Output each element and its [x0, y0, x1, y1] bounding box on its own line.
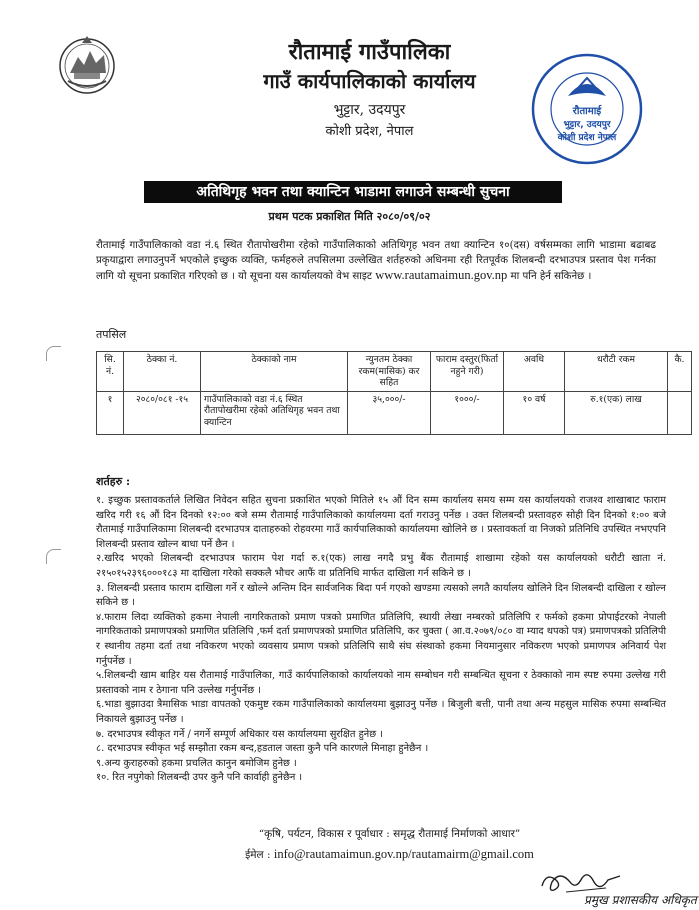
col-header-remarks: कै. [668, 352, 692, 392]
col-header-contract-no: ठेक्का नं. [124, 352, 201, 392]
col-header-deposit: धरौटी रकम [565, 352, 668, 392]
table-header-row [97, 352, 692, 392]
cell-deposit: रु.१(एक) लाख [565, 391, 668, 434]
email-label: ईमेल : [245, 849, 271, 861]
email-link[interactable]: info@rautamaimun.gov.np/rautamairm@gmail.com [273, 847, 534, 861]
margin-punch-mark [46, 346, 61, 361]
term-item-2: २.खरिद भएको शिलबन्दी दरभाउपत्र फाराम पेश गर्दा रु.१(एक) लाख नगदै प्रभु बैंक रौतामाई शाखामा रहेको यस कार्यालयको धरौटी खाता नं. २१५०१५२३९६०००१८३ मा दाखिला गरेको सक्कलै भौचर आफैं वा प्रतिनिधि मार्फत दाखिला गर्न सकिने छ । [96, 553, 666, 579]
terms-label: शर्तहरु : [96, 475, 131, 488]
slogan: “कृषि, पर्यटन, विकास र पूर्वाधार : समृद्ध रौतामाई निर्माणको आधार” [258, 828, 521, 840]
notice-title: अतिथिगृह भवन तथा क्यान्टिन भाडामा लगाउने सम्बन्धी सुचना [144, 181, 562, 203]
cell-duration: १० वर्ष [504, 391, 565, 434]
org-name: रौतामाई गाउँपालिका [288, 39, 451, 65]
table-row [97, 391, 692, 434]
term-item-3: ३. शिलबन्दी प्रस्ताव फाराम दाखिला गर्ने र खोल्ने अन्तिम दिन सार्वजनिक बिदा पर्न गएको खण्डमा त्यसको लगतै कार्यालय खोलिने दिन शिलबन्दी दाखिला र खोल्न सकिने छ । [96, 582, 666, 609]
svg-text:कोशी प्रदेश नेपाल: कोशी प्रदेश नेपाल [557, 133, 617, 143]
term-item-1: १. इच्छुक प्रस्तावकर्ताले लिखित निवेदन सहित सुचना प्रकाशित भएको मितिले १५ औं दिन सम्म कार्यालय समय सम्म यस कार्यालयको राजश्व शाखाबाट फाराम खरिद गरी १६ औं दिन दिनको १२:०० बजे सम्म रौतामाई गाउँपालिकाको कार्यालयमा दर्ता गराउनु पर्नेछ । उक्त शिलबन्दी प्रस्तावहरु सोही दिन दिनको १:०० बजे रौतामाई गाउँपालिकामा शिलबन्दी दरभाउपत्र दाताहरुको रोहवरमा गाउँ कार्यपालिकाको कार्यालयमा खोलिने छ । प्रस्तावकर्ता वा निजको प्रतिनिधि उपस्थित नभएपनि शिलबन्दी प्रस्ताव खोल्न बाधा पर्ने छैन । [96, 495, 666, 550]
svg-text:रौतामाई: रौतामाई [572, 106, 602, 117]
cell-remarks [668, 391, 692, 434]
term-item-9: ९.अन्य कुराहरुको हकमा प्रचलित कानुन बमोजिम हुनेछ । [96, 757, 297, 769]
term-item-7: ७. दरभाउपत्र स्वीकृत गर्ने / नगर्ने सम्पूर्ण अधिकार यस कार्यालयमा सुरक्षित हुनेछ । [96, 728, 383, 740]
svg-text:भुट्टार, उदयपुर: भुट्टार, उदयपुर [563, 120, 611, 130]
cell-contract-no: २०८०/०८१ -१५ [124, 391, 201, 434]
term-item-5: ५.शिलबन्दी खाम बाहिर यस रौतामाई गाउँपालिका, गाउँ कार्यपालिकाको कार्यालयको नाम सम्बोधन गरी सम्बन्धित सूचना र ठेक्काको नाम स्पष्ट रुपमा उल्लेख गरी प्रस्तावको नाम र ठेगाना पनि उल्लेख गर्नुपर्नेछ । [96, 670, 666, 696]
col-header-serial: सि. नं. [97, 352, 124, 392]
col-header-contract-name: ठेक्काको नाम [201, 352, 348, 392]
intro-text: रौतामाई गाउँपालिकाको वडा नं.६ स्थित रौतापोखरीमा रहेको गाउँपालिकाको अतिथिगृह भवन तथा क्यान्टिन १०(दस) वर्षसम्मका लागि भाडामा बढाबढ प्रकृयाद्वारा लगाउनुपर्ने भएकोले इच्छुक व्यक्ति, फर्महरुले तपसिलमा उल्लेखित शर्तहरुको अधिनमा रही रितपूर्वक शिलबन्दी दरभाउपत्र प्रस्ताव पेश गर्नका लागि यो सूचना प्रकाशित गरिएको छ । यो सूचना यस कार्यालयको वेभ साइट [96, 240, 656, 282]
cell-serial: १ [97, 391, 124, 434]
email-line [0, 847, 699, 862]
schedule-label: तपसिल [96, 328, 127, 341]
col-header-duration: अवधि [504, 352, 565, 392]
intro-tail: मा पनि हेर्न सकिनेछ । [510, 271, 592, 282]
schedule-table [96, 351, 692, 435]
office-address: भुट्टार, उदयपुर [333, 102, 406, 118]
terms-list [96, 494, 666, 786]
cell-min-amount: ३५,०००/- [348, 391, 431, 434]
term-item-4: ४.फाराम लिदा व्यक्तिको हकमा नेपाली नागरिकताको प्रमाण पत्रको प्रमाणित प्रतिलिपि, स्थायी लेखा नम्बरको प्रतिलिपि र फर्मको हकमा प्रोपाईटरको नेपाली नागरिकताको प्रमाणपत्रको प्रमाणित प्रतिलिपि ,फर्म दर्ता प्रमाणपत्रको प्रमाणित प्रतिलिपि, कर चुक्ता ( आ.व.२०७९/०८० वा म्याद थपको पत्र) प्रमाणपत्रको प्रतिलिपी र स्थानीय तहमा दर्ता तथा नविकरण भएको व्यवसाय प्रमाण पत्रको प्रतिलिपि साथै संघ संस्थाको हकमा नियमानुसार नविकरण भएको प्रमाणपत्र अनिवार्य पेश गर्नुपर्नेछ । [96, 611, 666, 667]
office-name: गाउँ कार्यपालिकाको कार्यालय [263, 69, 476, 93]
term-item-8: ८. दरभाउपत्र स्वीकृत भई सम्झौता रकम बन्द,हडताल जस्ता कुनै पनि कारणले मिनाहा हुनेछैन । [96, 743, 429, 755]
cell-contract-name: गाउँपालिकाको वडा नं.६ स्थित रौतापोखरीमा रहेको अतिथिगृह भवन तथा क्यान्टिन [201, 391, 348, 434]
col-header-min-amount: न्युनतम ठेक्का रकम(मासिक) कर सहित [348, 352, 431, 392]
website-link[interactable]: www.rautamaimun.gov.np [375, 268, 508, 282]
intro-paragraph [96, 238, 656, 284]
publication-date: प्रथम पटक प्रकाशित मिति २०८०/०९/०२ [268, 210, 431, 223]
col-header-form-fee: फाराम दस्तुर(फिर्ता नहुने गरी) [431, 352, 504, 392]
office-province: कोशी प्रदेश, नेपाल [325, 124, 414, 139]
term-item-10: १०. रित नपुगेको शिलबन्दी उपर कुनै पनि कार्वाही हुनेछैन । [96, 772, 303, 784]
cell-form-fee: १०००/- [431, 391, 504, 434]
officer-title: प्रमुख प्रशासकीय अधिकृत [584, 893, 697, 907]
office-seal-stamp [528, 50, 646, 168]
term-item-6: ६.भाडा बुझाउदा त्रैमासिक भाडा वापतको एकमुष्ट रकम गाउँपालिकाको कार्यालयमा बुझाउनु पर्नेछ । बिजुली बत्ती, पानी तथा अन्य महसुल मासिक रुपमा सम्बन्धित निकायले बुझाउनु पर्नेछ । [96, 699, 666, 725]
margin-punch-mark [46, 549, 61, 564]
